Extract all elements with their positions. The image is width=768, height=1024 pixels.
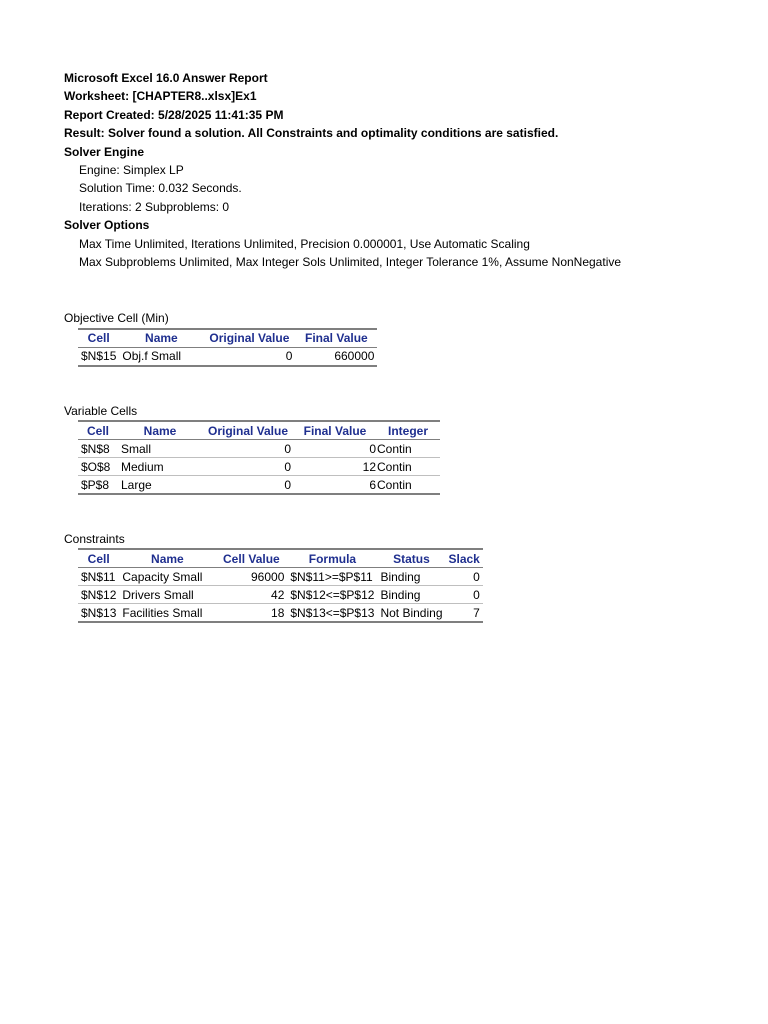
cell-value: 18 xyxy=(215,604,287,623)
objective-table xyxy=(78,328,377,367)
table-header-row xyxy=(78,421,440,440)
cell-ref: $N$13 xyxy=(78,604,119,623)
column-header: Formula xyxy=(287,549,377,568)
slack: 0 xyxy=(446,568,483,586)
original-value: 0 xyxy=(202,458,294,476)
table-row xyxy=(78,586,483,604)
variables-section-title: Variable Cells xyxy=(64,403,138,418)
original-value: 0 xyxy=(202,476,294,495)
cell-name: Capacity Small xyxy=(119,568,215,586)
table-row xyxy=(78,568,483,586)
variables-table xyxy=(78,420,440,495)
table-header-row xyxy=(78,549,483,568)
report-created-line: Report Created: 5/28/2025 11:41:35 PM xyxy=(64,107,284,122)
engine-line: Engine: Simplex LP xyxy=(79,162,184,177)
integer-type: Contin xyxy=(376,476,440,495)
cell-name: Obj.f Small xyxy=(119,347,203,366)
column-header: Slack xyxy=(446,549,483,568)
cell-name: Drivers Small xyxy=(119,586,215,604)
final-value: 6 xyxy=(294,476,376,495)
column-header: Status xyxy=(377,549,445,568)
cell-value: 42 xyxy=(215,586,287,604)
constraints-section-title: Constraints xyxy=(64,532,125,547)
iterations-line: Iterations: 2 Subproblems: 0 xyxy=(79,199,230,214)
options-line-1: Max Time Unlimited, Iterations Unlimited, Precision 0.000001, Use Automatic Scaling xyxy=(79,236,530,251)
column-header: Name xyxy=(119,549,215,568)
final-value: 660000 xyxy=(295,347,377,366)
solution-time-line: Solution Time: 0.032 Seconds. xyxy=(79,181,242,196)
table-row xyxy=(78,458,440,476)
cell-ref: $N$15 xyxy=(78,347,119,366)
status: Not Binding xyxy=(377,604,445,623)
original-value: 0 xyxy=(203,347,295,366)
table-row xyxy=(78,604,483,623)
integer-type: Contin xyxy=(376,458,440,476)
cell-ref: $O$8 xyxy=(78,458,118,476)
original-value: 0 xyxy=(202,440,294,458)
column-header: Name xyxy=(118,421,202,440)
column-header: Original Value xyxy=(203,329,295,348)
cell-ref: $N$11 xyxy=(78,568,119,586)
column-header: Final Value xyxy=(295,329,377,348)
table-row xyxy=(78,476,440,495)
cell-name: Facilities Small xyxy=(119,604,215,623)
solver-options-heading: Solver Options xyxy=(64,218,150,233)
column-header: Original Value xyxy=(202,421,294,440)
worksheet-line: Worksheet: [CHAPTER8..xlsx]Ex1 xyxy=(64,89,257,104)
column-header: Name xyxy=(119,329,203,348)
result-line: Result: Solver found a solution. All Constraints and optimality conditions are satisfied. xyxy=(64,126,559,141)
report-title: Microsoft Excel 16.0 Answer Report xyxy=(64,71,268,85)
cell-name: Large xyxy=(118,476,202,495)
cell-name: Medium xyxy=(118,458,202,476)
options-line-2: Max Subproblems Unlimited, Max Integer Sols Unlimited, Integer Tolerance 1%, Assume NonNegative xyxy=(79,254,622,269)
table-row xyxy=(78,440,440,458)
formula: $N$12<=$P$12 xyxy=(287,586,377,604)
status: Binding xyxy=(377,568,445,586)
cell-ref: $P$8 xyxy=(78,476,118,495)
solver-engine-heading: Solver Engine xyxy=(64,144,145,159)
final-value: 12 xyxy=(294,458,376,476)
column-header: Integer xyxy=(376,421,440,440)
formula: $N$13<=$P$13 xyxy=(287,604,377,623)
cell-ref: $N$8 xyxy=(78,440,118,458)
column-header: Cell xyxy=(78,329,119,348)
cell-value: 96000 xyxy=(215,568,287,586)
objective-section-title: Objective Cell (Min) xyxy=(64,311,169,326)
column-header: Cell Value xyxy=(215,549,287,568)
answer-report xyxy=(64,69,744,623)
cell-name: Small xyxy=(118,440,202,458)
integer-type: Contin xyxy=(376,440,440,458)
formula: $N$11>=$P$11 xyxy=(287,568,377,586)
final-value: 0 xyxy=(294,440,376,458)
slack: 7 xyxy=(446,604,483,623)
column-header: Cell xyxy=(78,549,119,568)
status: Binding xyxy=(377,586,445,604)
column-header: Final Value xyxy=(294,421,376,440)
cell-ref: $N$12 xyxy=(78,586,119,604)
table-row xyxy=(78,347,377,366)
table-header-row xyxy=(78,329,377,348)
slack: 0 xyxy=(446,586,483,604)
constraints-table xyxy=(78,548,483,623)
column-header: Cell xyxy=(78,421,118,440)
